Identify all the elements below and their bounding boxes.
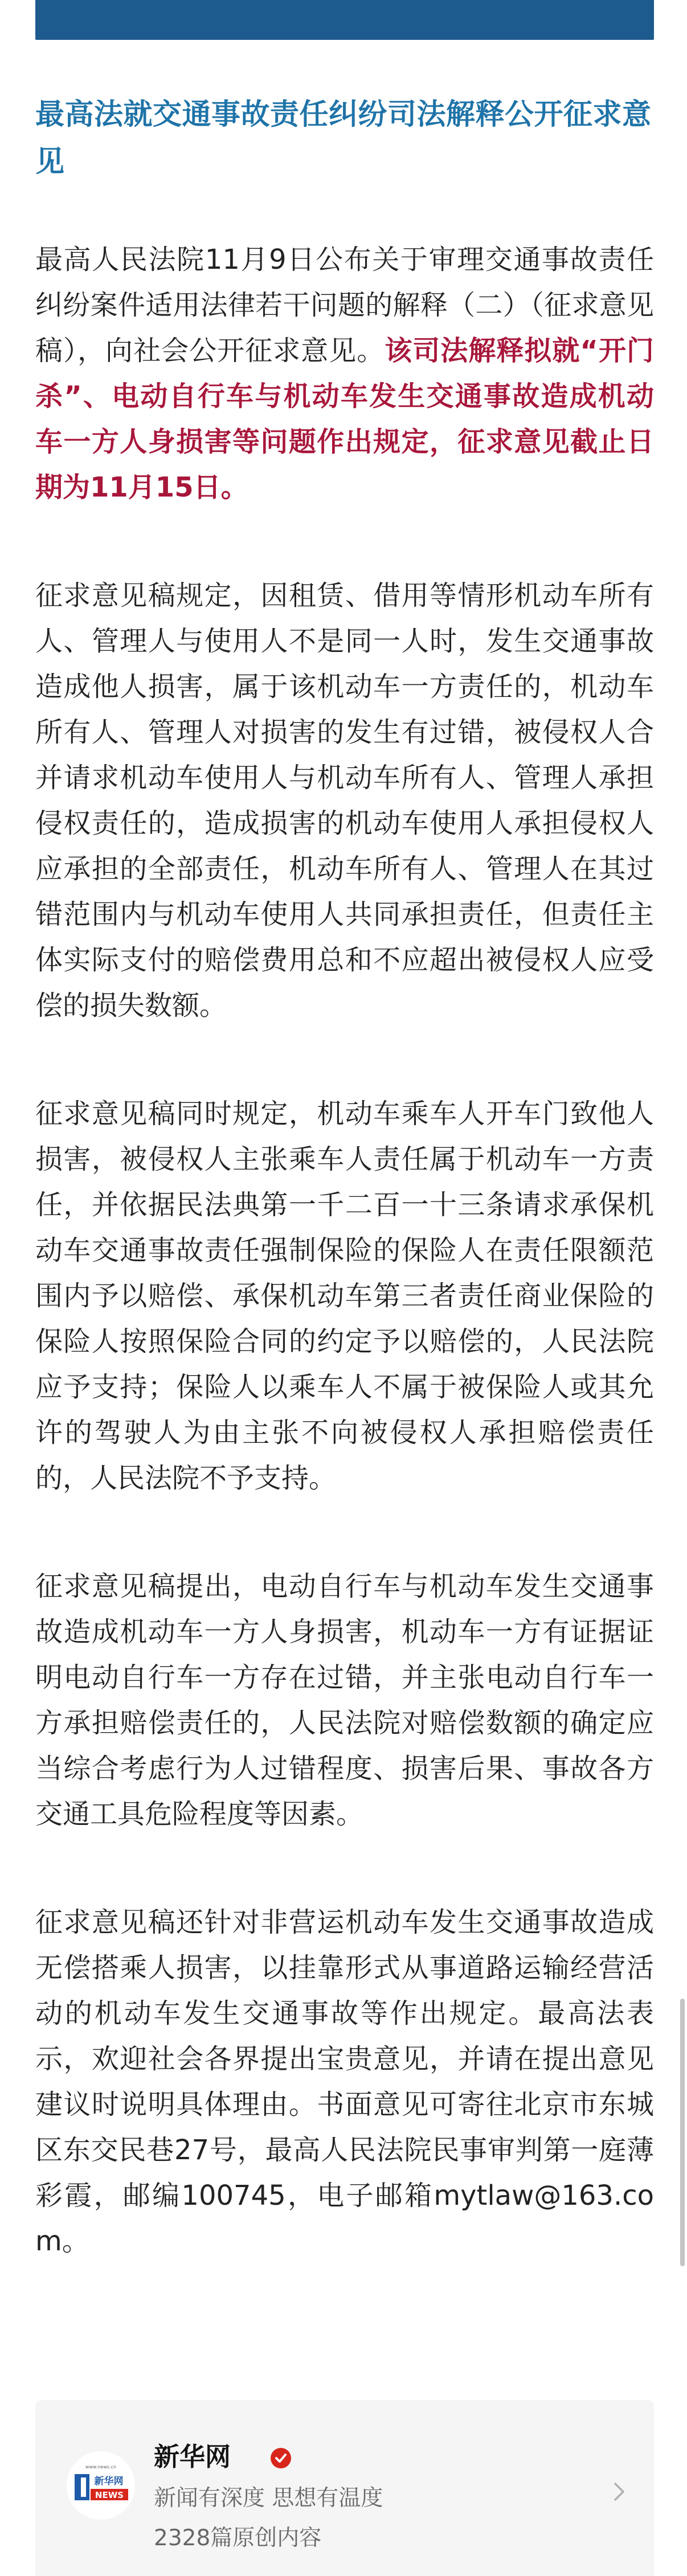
logo-cn-text: 新华网 [94,2476,124,2487]
intro-highlight-text: 该司法解释拟就“开门杀”、电动自行车与机动车发生交通事故造成机动车一方人身损害等问题作出规定，征求意见截止日期为11月15日。 [35,335,654,503]
logo-url-text: www.news.cn [85,2464,117,2470]
article-body [35,68,654,2264]
paragraph-e-bike: 征求意见稿提出，电动自行车与机动车发生交通事故造成机动车一方人身损害，机动车一方有证据证明电动自行车一方存在过错，并主张电动自行车一方承担赔偿责任的，人民法院对赔偿数额的确定应当综合考虑行为人过错程度、损害后果、事故各方交通工具危险程度等因素。 [35,1570,654,1830]
xinhua-logo-icon [67,2451,135,2520]
paragraph-door-opening: 征求意见稿同时规定，机动车乘车人开车门致他人损害，被侵权人主张乘车人责任属于机动车一方责任，并依据民法典第一千二百一十三条请求承保机动车交通事故责任强制保险的保险人在责任限额范围内予以赔偿、承保机动车第三者责任商业保险的保险人按照保险合同的约定予以赔偿的，人民法院应予支持；保险人以乘车人不属于被保险人或其允许的驾驶人为由主张不向被侵权人承担赔偿责任的，人民法院不予支持。 [35,1098,654,1494]
logo-news-text: NEWS [95,2490,124,2500]
account-avatar[interactable] [67,2451,135,2520]
paragraph-owner-liability: 征求意见稿规定，因租赁、借用等情形机动车所有人、管理人与使用人不是同一人时，发生交通事故造成他人损害，属于该机动车一方责任的，机动车所有人、管理人对损害的发生有过错，被侵权人合并请求机动车使用人与机动车所有人、管理人承担侵权责任的，造成损害的机动车使用人承担侵权人应承担的全部责任，机动车所有人、管理人在其过错范围内与机动车使用人共同承担责任，但责任主体实际支付的赔偿费用总和不应超出被侵权人应受偿的损失数额。 [35,580,654,1022]
account-slogan: 新闻有深度 思想有温度 [154,2485,383,2511]
paragraph-other-provisions: 征求意见稿还针对非营运机动车发生交通事故造成无偿搭乘人损害，以挂靠形式从事道路运输经营活动的机动车发生交通事故等作出规定。最高法表示，欢迎社会各界提出宝贵意见，并请在提出意见建议时说明具体理由。书面意见可寄往北京市东城区东交民巷27号，最高人民法院民事审判第一庭薄彩霞，邮编100745，电子邮箱mytlaw@163.com。 [35,1906,654,2257]
official-account-card[interactable] [35,2400,654,2576]
paragraph-intro [35,237,654,510]
verified-badge-icon [271,2448,291,2468]
account-name[interactable]: 新华网 [154,2442,231,2472]
intro-text: 最高人民法院11月9日公布关于审理交通事故责任纠纷案件适用法律若干问题的解释（二）（征求意见稿），向社会公开征求意见。 [35,244,654,367]
article-title: 最高法就交通事故责任纠纷司法解释公开征求意见 [35,98,652,179]
chevron-right-icon[interactable] [608,2480,631,2503]
scrollbar-thumb[interactable] [680,1999,685,2266]
top-banner-image [35,0,654,40]
account-article-count: 2328篇原创内容 [154,2525,322,2551]
